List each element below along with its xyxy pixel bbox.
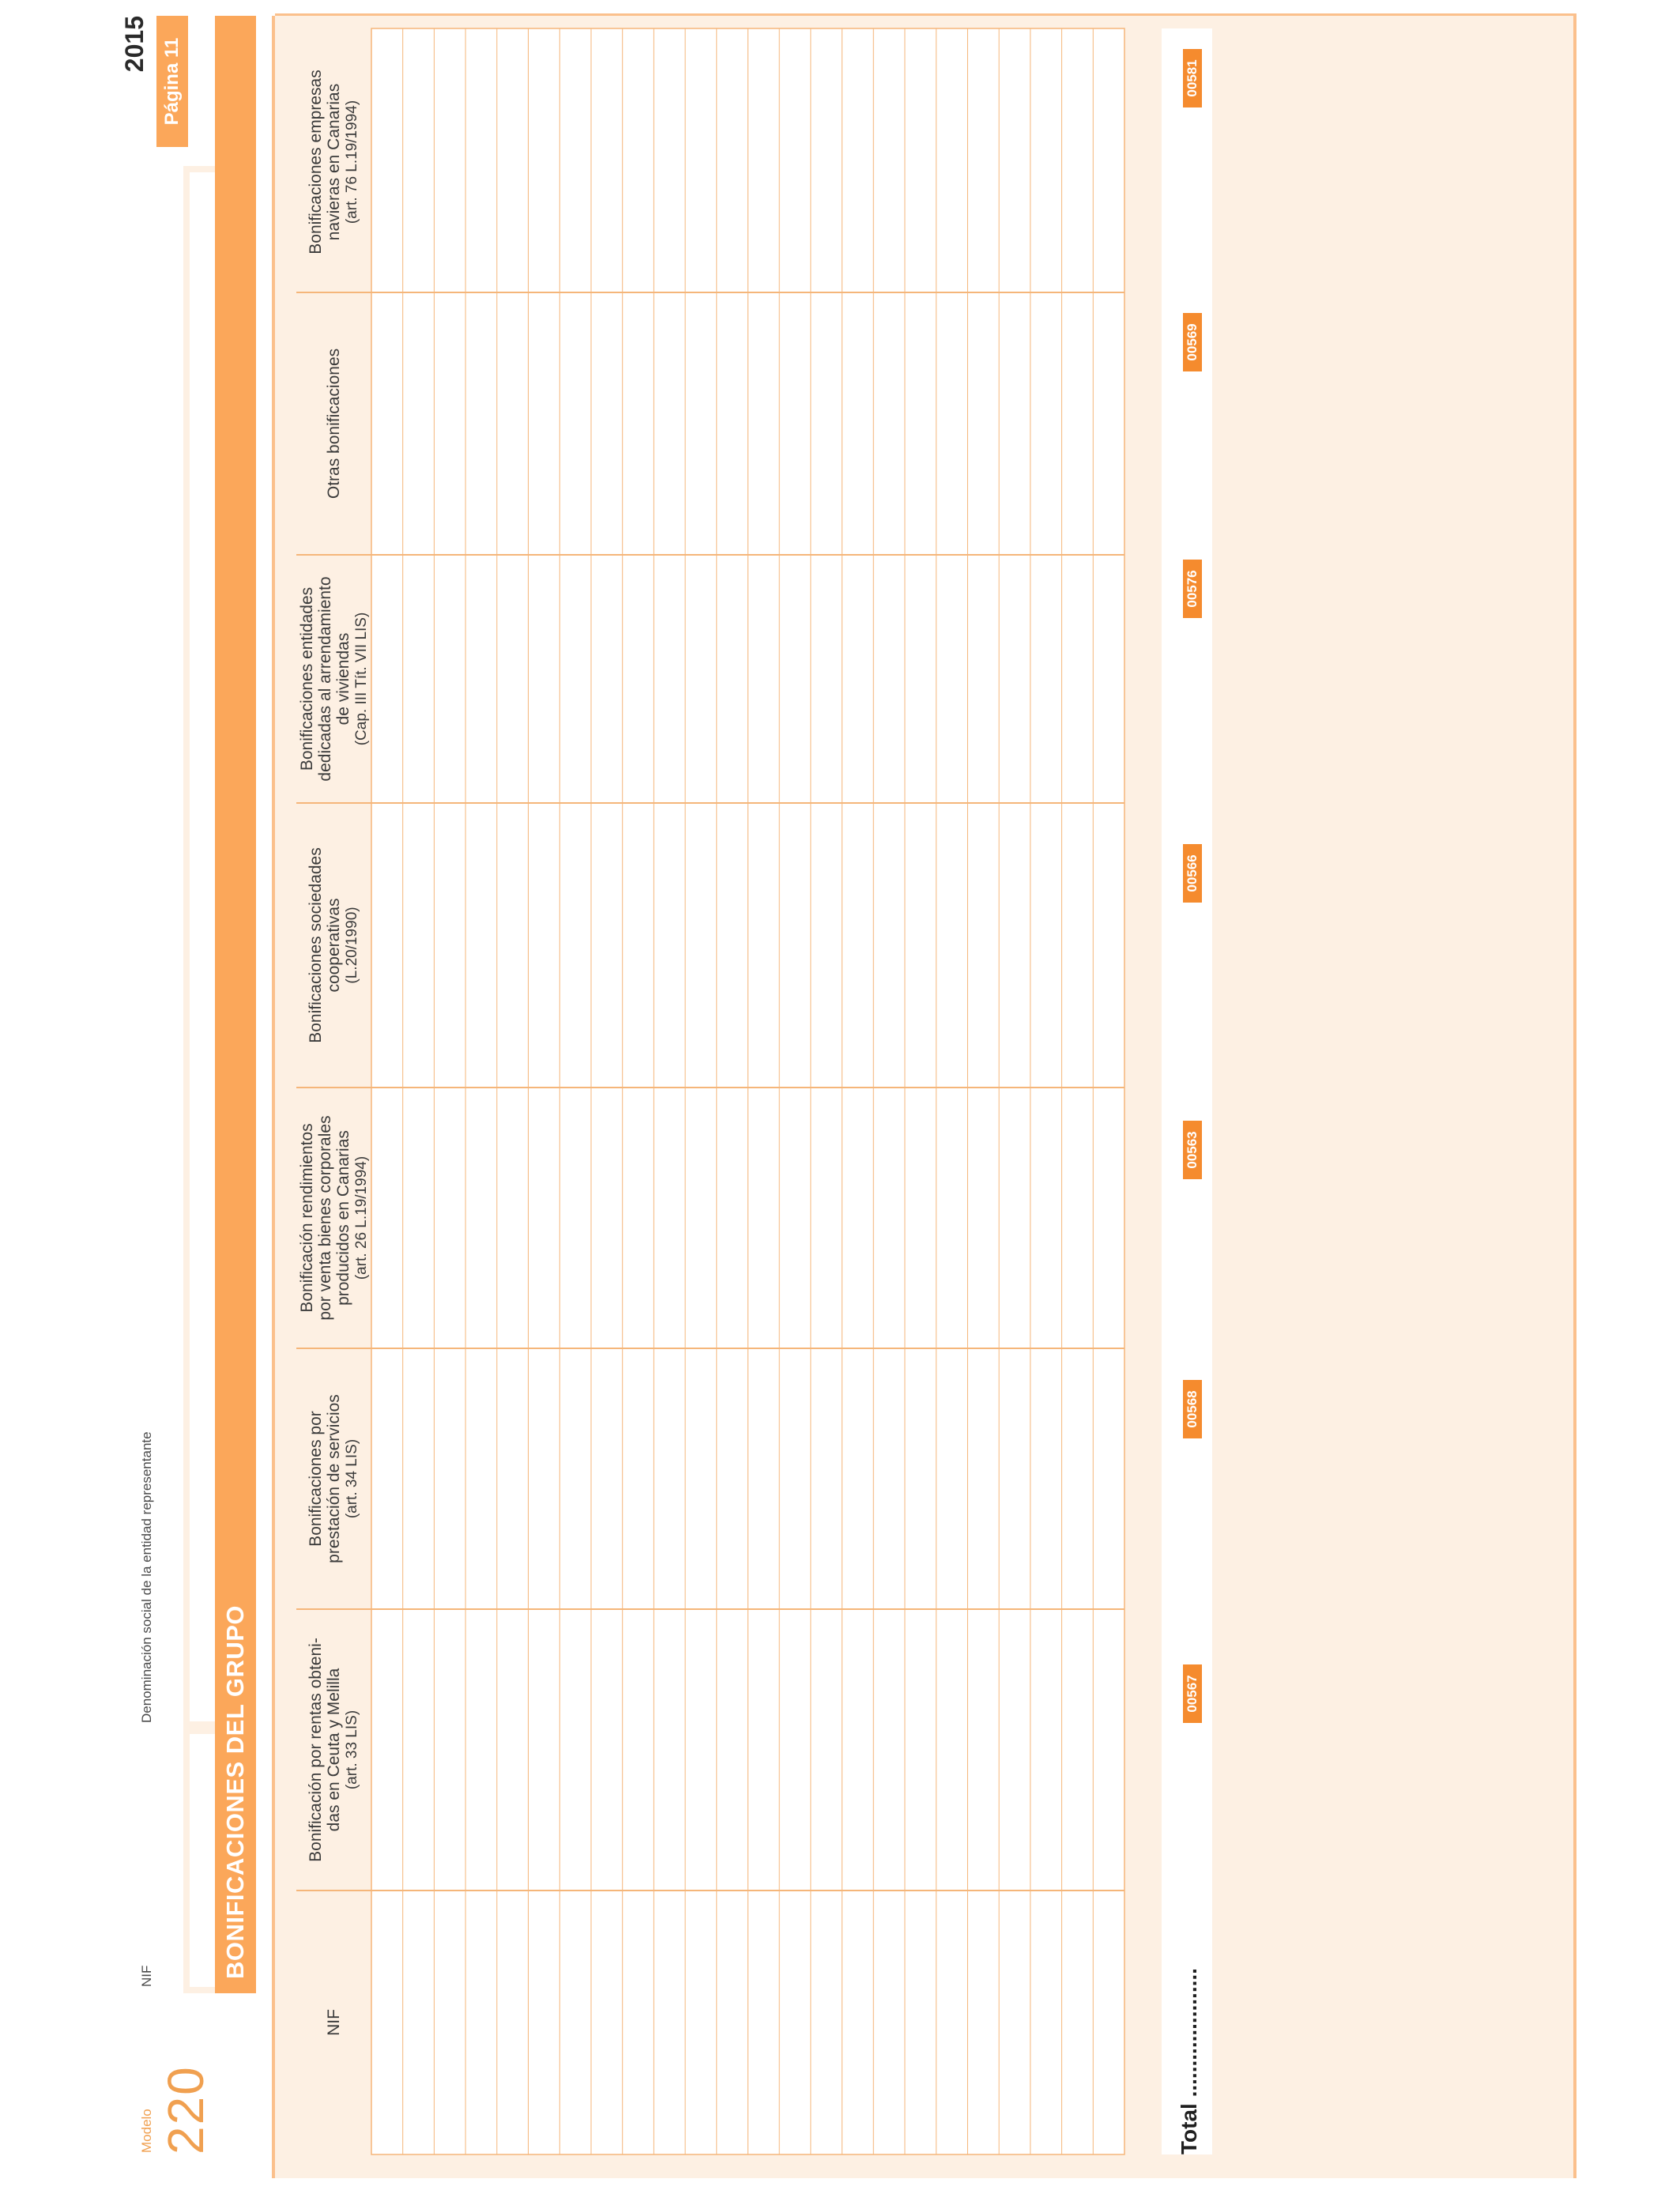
total-code-canarias-bienes[interactable]: 00563 <box>1183 1121 1202 1179</box>
total-code-navieras-canarias[interactable]: 00581 <box>1183 49 1202 107</box>
column-header-subtitle: (L.20/1990) <box>344 907 360 984</box>
column-header-title: Bonificaciones sociedades cooperativas <box>307 847 343 1043</box>
modelo-number: 220 <box>157 2065 214 2154</box>
column-header-title: NIF <box>325 2009 343 2036</box>
column-header-subtitle: (art. 26 L.19/1994) <box>352 1155 370 1280</box>
column-header-cooperativas <box>296 803 371 1088</box>
column-header-arrendamiento-viviendas <box>296 555 371 803</box>
nif-label: NIF <box>139 1965 154 1987</box>
column-header-title: Bonificación por rentas obteni- das en Ceuta y Melilla <box>307 1638 343 1862</box>
denominacion-label: Denominación social de la entidad representante <box>139 1431 154 1723</box>
column-header-subtitle: (art. 33 LIS) <box>344 1710 360 1790</box>
column-header-subtitle: (art. 34 LIS) <box>344 1438 360 1519</box>
column-header-canarias-bienes <box>296 1088 371 1348</box>
column-header-prestacion-servicios <box>296 1348 371 1609</box>
column-header-otras <box>296 292 371 555</box>
modelo-label: Modelo <box>139 2109 154 2153</box>
column-header-navieras-canarias <box>296 32 371 292</box>
column-header-title: Bonificaciones por prestación de servicios <box>307 1394 343 1563</box>
total-code-prestacion-servicios[interactable]: 00568 <box>1183 1380 1202 1438</box>
column-header-subtitle: (Cap. III Tít. VII LIS) <box>352 612 370 746</box>
column-header-ceuta-melilla <box>296 1609 371 1891</box>
column-header-title: Bonificación rendimientos por venta bienes corporales producidos en Canarias <box>297 1115 352 1321</box>
section-title: BONIFICACIONES DEL GRUPO <box>221 1604 249 1979</box>
total-label: Total ..................... <box>1177 1968 1201 2154</box>
column-header-title: Bonificaciones empresas navieras en Canarias <box>307 70 343 254</box>
column-header-title: Otras bonificaciones <box>325 348 343 499</box>
column-header-subtitle: (art. 76 L.19/1994) <box>344 100 360 224</box>
column-header-title: Bonificaciones entidades dedicadas al arrendamiento de viviendas <box>297 576 352 782</box>
column-header-nif <box>296 1891 371 2154</box>
total-code-otras[interactable]: 00569 <box>1183 313 1202 371</box>
year-label: 2015 <box>120 16 149 73</box>
page-number-badge: Página 11 <box>156 16 188 147</box>
total-code-cooperativas[interactable]: 00566 <box>1183 844 1202 903</box>
total-code-arrendamiento-viviendas[interactable]: 00576 <box>1183 560 1202 618</box>
data-grid[interactable] <box>371 28 1124 2154</box>
total-code-ceuta-melilla[interactable]: 00567 <box>1183 1664 1202 1723</box>
